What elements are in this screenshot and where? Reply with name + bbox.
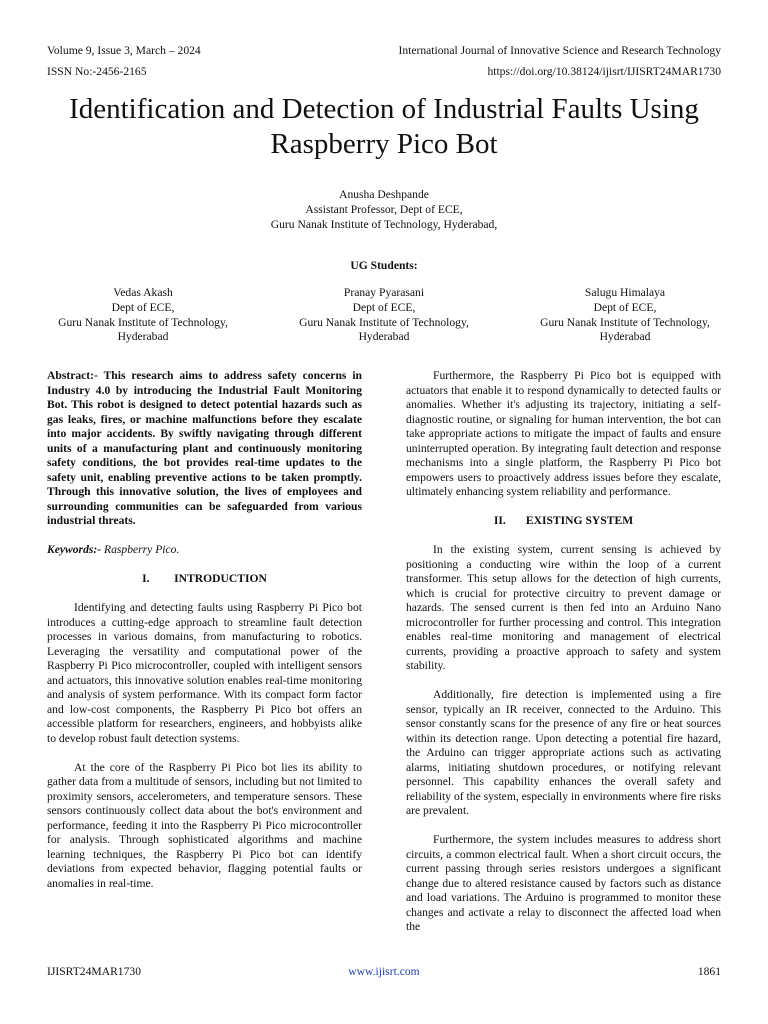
paper-title-line-2: Raspberry Pico Bot — [270, 128, 498, 160]
author-name: Anusha Deshpande — [339, 188, 429, 201]
abstract: Abstract:- This research aims to address safety concerns in Industry 4.0 by introducing the Industrial Fault Monitoring Bot. This robot is designed to detect potential hazards such as gas leaks, fires, or machine malfunctions before they escalate into major accidents. By swiftly navigating through different units of a manufacturing plant and continuously monitoring safety conditions, the bot provides real-time updates to the safety unit, enabling preventive actions to be taken promptly. Through this innovative solution, the lives of employees and surrounding communities can be safeguarded from various industrial threats. — [47, 369, 362, 527]
main-author-block — [84, 188, 684, 232]
author-position: Assistant Professor, Dept of ECE, — [305, 202, 463, 216]
header-journal-name: International Journal of Innovative Science and Research Technology — [398, 44, 721, 57]
ug-students-label: UG Students: — [350, 259, 418, 272]
student-city: Hyderabad — [358, 330, 410, 344]
student-dept: Dept of ECE, — [111, 300, 175, 314]
existing-paragraph-2: Additionally, fire detection is implemented using a fire sensor, typically an IR receiver, connected to the Arduino. This sensor constantly scans for the presence of any fire or heat sources within its detection range. Upon detecting a potential fire hazard, the Arduino can trigger appropriate actions such as activating alarms, initiating shutdown procedures, or notifying relevant personnel. This capability enhances the overall safety and reliability of the system, especially in environments where fire risks are prevalent. — [406, 688, 721, 817]
student-city: Hyderabad — [117, 330, 169, 344]
footer-website-link[interactable]: www.ijisrt.com — [348, 965, 420, 978]
section-title: EXISTING SYSTEM — [525, 514, 634, 527]
header-volume: Volume 9, Issue 3, March – 2024 — [47, 44, 201, 57]
header-issn: ISSN No:-2456-2165 — [47, 65, 147, 78]
student-institute: Guru Nanak Institute of Technology, — [58, 315, 228, 329]
section-title: INTRODUCTION — [174, 572, 267, 585]
section-number: II. — [493, 514, 506, 527]
student-city: Hyderabad — [599, 330, 651, 344]
section-heading-introduction — [47, 572, 362, 587]
section-number: I. — [142, 572, 150, 585]
footer-paper-id: IJISRT24MAR1730 — [47, 965, 141, 978]
keywords — [47, 543, 362, 558]
existing-paragraph-1: In the existing system, current sensing is achieved by positioning a conducting wire within the loop of a current transformer. This setup allows for the detection of high currents, which is crucial for protective circuitry to prevent damage or hazards. The sensed current is then fed into an Arduino Nano microcontroller for further processing and control. This integration enables real-time monitoring and management of electrical currents, providing a proactive approach to safety and system stability. — [406, 543, 721, 672]
student-dept: Dept of ECE, — [593, 300, 657, 314]
keywords-value: Raspberry Pico. — [101, 543, 180, 556]
author-institute: Guru Nanak Institute of Technology, Hyderabad, — [270, 217, 498, 231]
paper-title — [30, 92, 738, 162]
student-name: Pranay Pyarasani — [343, 286, 425, 299]
student-institute: Guru Nanak Institute of Technology, — [540, 315, 710, 329]
student-block — [264, 286, 504, 345]
student-block — [23, 286, 263, 345]
paper-title-line-1: Identification and Detection of Industrial Faults Using — [69, 93, 699, 125]
intro-paragraph-1: Identifying and detecting faults using Raspberry Pi Pico bot introduces a cutting-edge approach to streamline fault detection processes in various domains, from manufacturing to robotics. Leveraging the versatility and computational power of the Raspberry Pi Pico microcontroller, coupled with intelligent sensors and actuators, this innovative solution enables real-time monitoring and analysis of system performance. With its compact form factor and low-cost components, the Raspberry Pi Pico bot offers an accessible platform for researchers, engineers, and hobbyists alike to develop robust fault detection systems. — [47, 601, 362, 745]
footer-page-number: 1861 — [697, 965, 721, 978]
student-name: Salugu Himalaya — [584, 286, 666, 299]
intro-paragraph-3: Furthermore, the Raspberry Pi Pico bot is equipped with actuators that enable it to respond dynamically to detected faults or anomalies. Whether it's adjusting its trajectory, initiating a self-diagnostic routine, or signaling for human intervention, the bot can take appropriate actions to mitigate the impact of faults and ensure uninterrupted operation. By integrating fault detection and response mechanisms into a single platform, the Raspberry Pi Pico bot empowers users to proactively address issues before they escalate, ultimately enhancing system reliability and performance. — [406, 369, 721, 498]
header-doi-link[interactable]: https://doi.org/10.38124/ijisrt/IJISRT24MAR1730 — [487, 65, 721, 78]
left-column — [47, 369, 362, 906]
student-name: Vedas Akash — [113, 286, 173, 299]
student-institute: Guru Nanak Institute of Technology, — [299, 315, 469, 329]
section-heading-existing-system — [406, 514, 721, 529]
right-column — [406, 369, 721, 949]
keywords-label: Keywords:- — [47, 543, 102, 556]
student-block — [505, 286, 745, 345]
intro-paragraph-2: At the core of the Raspberry Pi Pico bot lies its ability to gather data from a multitude of sensors, including but not limited to proximity sensors, accelerometers, and temperature sensors. These sensors continuously collect data about the bot's environment and performance, feeding it into the Raspberry Pi Pico microcontroller for analysis. Through sophisticated algorithms and machine learning techniques, the Raspberry Pi Pico bot can identify deviations from expected behavior, flagging potential faults or anomalies in real-time. — [47, 760, 362, 890]
student-dept: Dept of ECE, — [352, 300, 416, 314]
existing-paragraph-3: Furthermore, the system includes measures to address short circuits, a common electrical fault. When a short circuit occurs, the current passing through series resistors undergoes a significant change due to altered resistance caused by factors such as distance and load variations. The Arduino is programmed to monitor these changes and activate a relay to disconnect the affected load when the — [406, 833, 721, 933]
